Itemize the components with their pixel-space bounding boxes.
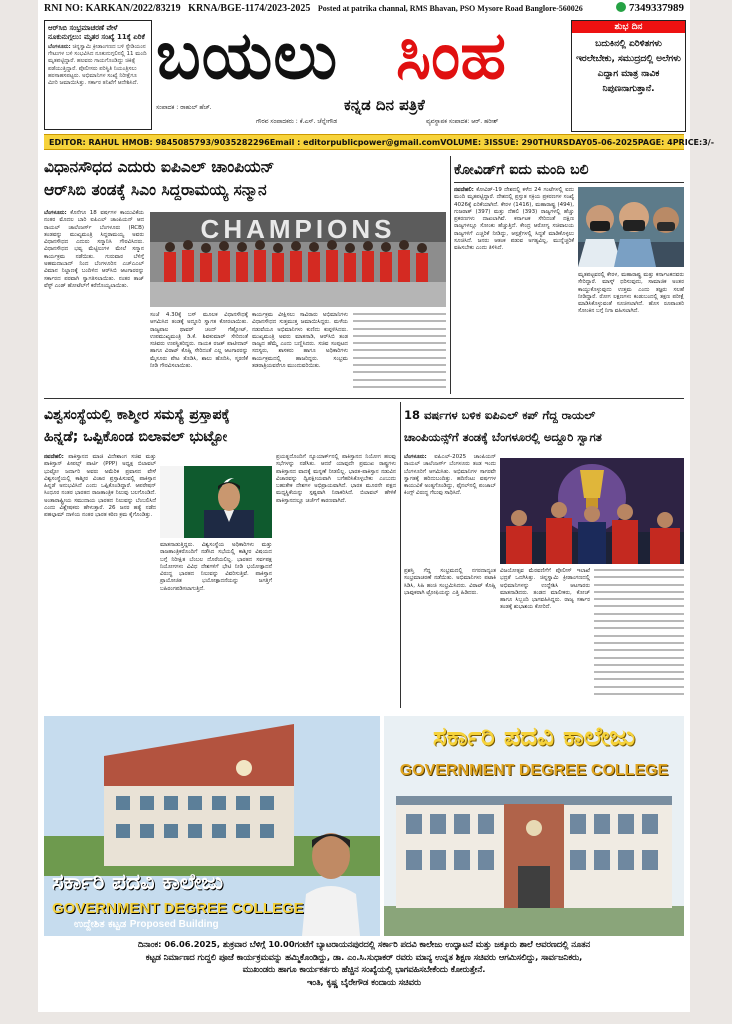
story1-column-3: ಕಾರ್ಯಕ್ರಮ ವೀಕ್ಷಿಸಲು ಸಾವಿರಾರು ಅಭಿಮಾನಿಗಳು ವಿಧಾನಸೌಧದ ಸುತ್ತಮುತ್ತ ಜಮಾಯಿಸಿದ್ದರು. ಮಳೆಯ ನಡುವೆಯೂ ಅಭಿಮಾನಿಗಳು ಕುಣಿದು ಕುಪ್ಪಳಿಸಿದರು. ಮುಖ್ಯಮಂತ್ರಿ ಅವರು ಮಾತನಾಡಿ, ಆರ್‌ಸಿಬಿ ತಂಡ ರಾಜ್ಯದ ಹೆಮ್ಮೆ ಎಂದು ಬಣ್ಣಿಸಿದರು. ಸಚಿವ ಸಂಪುಟದ ಸದಸ್ಯರು, ಶಾಸಕರು ಹಾಗೂ ಅಧಿಕಾರಿಗಳು ಕಾರ್ಯಕ್ರಮದಲ್ಲಿ ಹಾಜರಿದ್ದರು. ಸಂಭ್ರಮ ತಡರಾತ್ರಿಯವರೆಗೂ ಮುಂದುವರಿಯಿತು. [252, 312, 348, 370]
masthead [156, 16, 564, 125]
story1-headline-line1: ವಿಧಾನಸೌಧದ ಎದುರು ಐಪಿಎಲ್ ಚಾಂಪಿಯನ್ [44, 158, 275, 176]
notice-signature: ಇಂತಿ, ಕೃಷ್ಣ ಬೈರೇಗೌಡ ಕಂದಾಯ ಸಚಿವರು [307, 976, 421, 987]
newspaper-page [38, 0, 715, 1012]
trophy-celebration-illustration [500, 458, 684, 564]
story4-column-2: ಪ್ರಶಸ್ತಿ ಗೆದ್ದ ಸಂಭ್ರಮದಲ್ಲಿ ನಗರದಾದ್ಯಂತ ಸಂಭ್ರಮಾಚರಣೆ ನಡೆಯಿತು. ಅಭಿಮಾನಿಗಳು ಪಟಾಕಿ ಸಿಡಿಸಿ, ಸಿಹಿ ಹಂಚಿ ಸಂಭ್ರಮಿಸಿದರು. ವಿರಾಟ್ ಕೊಹ್ಲಿ ಭಾವುಕರಾಗಿ ಟ್ರೋಫಿಯನ್ನು ಎತ್ತಿ ಹಿಡಿದರು. [404, 568, 496, 596]
story2-headline: ಕೋವಿಡ್‌ಗೆ ಐದು ಮಂದಿ ಬಲಿ [454, 162, 589, 178]
story3-column-3: ಪ್ರಯತ್ನದೊಂದಿಗೆ ನ್ಯೂಯಾರ್ಕ್‌ನಲ್ಲಿ ಪಾಕಿಸ್ತಾನದ ನಿಯೋಗ ಹಲವು ಸಭೆಗಳನ್ನು ನಡೆಸಿತು. ಆದರೆ ಯಾವುದೇ ಪ್ರಮುಖ ರಾಷ್ಟ್ರಗಳು ಪಾಕಿಸ್ತಾನದ ವಾದಕ್ಕೆ ಮನ್ನಣೆ ನೀಡಲಿಲ್ಲ. ಭಾರತ-ಪಾಕಿಸ್ತಾನ ನಡುವಿನ ವಿಚಾರವನ್ನು ದ್ವಿಪಕ್ಷೀಯವಾಗಿ ಬಗೆಹರಿಸಿಕೊಳ್ಳಬೇಕು ಎಂಬುದು ಬಹುತೇಕ ದೇಶಗಳ ಅಭಿಪ್ರಾಯವಾಗಿದೆ. ಭಾರತ ಮೂರನೇ ಪಕ್ಷದ ಮಧ್ಯಸ್ಥಿಕೆಯನ್ನು ಸ್ಪಷ್ಟವಾಗಿ ನಿರಾಕರಿಸಿದೆ. ಬಿಲಾವಲ್ ಹೇಳಿಕೆ ಪಾಕಿಸ್ತಾನದಲ್ಲೂ ಚರ್ಚೆಗೆ ಕಾರಣವಾಗಿದೆ. [276, 454, 396, 504]
issue-day: THURSDAY [538, 137, 587, 147]
left-box-text: ಚಿನ್ನಸ್ವಾಮಿ ಕ್ರೀಡಾಂಗಣದ ಬಳಿ ಸ್ಟೇಡಿಯಂನ ಗೇಟುಗಳ ಬಳಿ ಸಂಭವಿಸಿದ ನೂಕುನುಗ್ಗಲಿನಲ್ಲಿ 11 ಮಂದಿ ಮೃತಪಟ್ಟಿದ್ದಾರೆ. ಹಲವರು ಗಾಯಗೊಂಡಿದ್ದು ಚಿಕಿತ್ಸೆ ಪಡೆಯುತ್ತಿದ್ದಾರೆ. ಪೊಲೀಸರು ಪರಿಸ್ಥಿತಿ ನಿಯಂತ್ರಿಸಲು ಹರಸಾಹಸಪಟ್ಟರು. ಅಭಿಮಾನಿಗಳ ಸಂಖ್ಯೆ ನಿರೀಕ್ಷೆಗೂ ಮೀರಿ ಜಮಾಯಿಸಿತ್ತು. ಸರ್ಕಾರ ತನಿಖೆಗೆ ಆದೇಶಿಸಿದೆ. [48, 44, 147, 87]
story2-place: ನವದೆಹಲಿ: [454, 187, 474, 193]
mobile-numbers: MOB: 9845085793/9035282296 [128, 137, 270, 147]
masked-people-illustration [578, 187, 684, 267]
event-notice [44, 938, 684, 998]
story1-headline-line2: ಆರ್‌ಸಿಬಿ ತಂಡಕ್ಕೆ ಸಿಎಂ ಸಿದ್ದರಾಮಯ್ಯ ಸನ್ಮಾನ [44, 181, 267, 199]
editor-credit: ಸಂಪಾದಕ : ರಾಹುಲ್ ಹೆಚ್. [156, 104, 212, 111]
notice-line-3: ಮುಖಂಡರು ಹಾಗೂ ಕಾರ್ಯಕರ್ತರು ಹೆಚ್ಚಿನ ಸಂಖ್ಯೆಯಲ್ಲಿ ಭಾಗವಹಿಸಬೇಕೆಂದು ಕೋರುತ್ತೇನೆ. [242, 964, 486, 974]
posting-info: Posted at patrika channal, RMS Bhavan, PSO Mysore Road Banglore-560026 [317, 4, 583, 13]
story3-headline-line2: ಹಿನ್ನಡೆ; ಒಪ್ಪಿಕೊಂಡ ಬಿಲಾವಲ್ ಭುಟ್ಟೋ [44, 429, 228, 445]
page-number: PAGE: 4 [637, 137, 673, 147]
story4-headline [404, 404, 686, 448]
story2-column-1 [454, 187, 574, 392]
story1-col1-text: ಕೊನೆಗೂ 18 ವರ್ಷಗಳ ಕಾಯುವಿಕೆಯ ನಂತರ ಮೊದಲ ಬಾರಿ ಐಪಿಎಲ್ ಚಾಂಪಿಯನ್ ಆದ ರಾಯಲ್ ಚಾಲೆಂಜರ್ಸ್ ಬೆಂಗಳೂರು (RCB) ತಂಡವನ್ನು ಮುಖ್ಯಮಂತ್ರಿ ಸಿದ್ದರಾಮಯ್ಯ ಅವರು ವಿಧಾನಸೌಧದ ಎದುರು ಸನ್ಮಾನಿಸಿ ಗೌರವಿಸಿದರು. ವಿಧಾನಸೌಧದ ಭವ್ಯ ಮೆಟ್ಟಿಲುಗಳ ಮೇಲೆ ಸನ್ಮಾನ ಕಾರ್ಯಕ್ರಮ ನಡೆಯಿತು. ಗುರುವಾರ ಬೆಳಿಗ್ಗೆ ಅಹಮದಾಬಾದ್ ನಿಂದ ಬೆಂಗಳೂರಿನ ಎಚ್‌ಎಎಲ್ ವಿಮಾನ ನಿಲ್ದಾಣಕ್ಕೆ ಬಂದಿಳಿದ ಆರ್‌ಸಿಬಿ ಆಟಗಾರರನ್ನು ಸರ್ಕಾರದ ಪರವಾಗಿ ಸ್ವಾಗತಿಸಲಾಯಿತು. ನಂತರ ತಾಜ್ ವೆಸ್ಟ್ ಎಂಡ್ ಹೋಟೆಲ್‌ಗೆ ಕರೆದೊಯ್ಯಲಾಯಿತು. [44, 210, 144, 289]
krna-number: KRNA/BGE-1174/2023-2025 [188, 3, 311, 14]
masthead-word-1: ಬಯಲು [156, 17, 339, 94]
story4-col1-text: ಐಪಿಎಲ್-2025 ಚಾಂಪಿಯನ್ ರಾಯಲ್ ಚಾಲೆಂಜರ್ಸ್ ಬೆಂಗಳೂರು ತಂಡ ಇಂದು ಬೆಂಗಳೂರಿಗೆ ಆಗಮಿಸಿತು. ಅಭಿಮಾನಿಗಳ ಸಾಗರವೇ ಸ್ವಾಗತಕ್ಕೆ ಹರಿದುಬಂದಿತ್ತು. ಹದಿನೆಂಟು ವರ್ಷಗಳ ಕಾಯುವಿಕೆ ಅಂತ್ಯಗೊಂಡಿದ್ದು, ಫೈನಲ್‌ನಲ್ಲಿ ಪಂಜಾಬ್ ಕಿಂಗ್ಸ್ ವಿರುದ್ಧ ಗೆಲುವು ಸಾಧಿಸಿದೆ. [404, 454, 496, 497]
email-address: Email : editorpublicpower@gmail.com [269, 137, 441, 147]
ipl-trophy-photo [500, 458, 684, 564]
masthead-word-2: ಸಿಂಹ [396, 17, 507, 94]
story4-column-3: ವಿಜಯೋತ್ಸವ ಮೆರವಣಿಗೆಗೆ ಪೊಲೀಸ್ ಇಲಾಖೆ ಭದ್ರತೆ ಒದಗಿಸಿತ್ತು. ಚಿನ್ನಸ್ವಾಮಿ ಕ್ರೀಡಾಂಗಣದಲ್ಲಿ ಅಭಿಮಾನಿಗಳನ್ನು ಉದ್ದೇಶಿಸಿ ಆಟಗಾರರು ಮಾತನಾಡಿದರು. ತಂಡದ ಮಾಲೀಕರು, ಕೋಚ್ ಹಾಗೂ ಸಿಬ್ಬಂದಿ ಭಾಗವಹಿಸಿದ್ದರು. ರಾಜ್ಯ ಸರ್ಕಾರ ತಂಡಕ್ಕೆ ಶುಭಾಶಯ ಕೋರಿದೆ. [500, 568, 590, 611]
issue-number: ISSUE: 290 [489, 137, 539, 147]
story4-column-4 [594, 569, 684, 705]
ad-left-caption [74, 919, 219, 930]
section-divider [44, 398, 684, 399]
notice-line-2: ಕಟ್ಟಡ ನಿರ್ಮಾಣದ ಗುದ್ದಲಿ ಪೂಜೆ ಕಾರ್ಯಕ್ರಮವನ್ನು ಹಮ್ಮಿಕೊಂಡಿದ್ದು, ಡಾ. ಎಂ.ಸಿ.ಸುಧಾಕರ್ ರವರು ಮಾನ್ಯ ಉನ್ನತ ಶಿಕ್ಷಣ ಸಚಿವರು ಆಗಮಿಸಲಿದ್ದು, ಸಾರ್ವಜನಿಕರು, [145, 951, 583, 962]
covid-masks-photo [578, 187, 684, 267]
left-news-box [44, 20, 152, 130]
story3-col1-text: ಪಾಕಿಸ್ತಾನದ ಮಾಜಿ ವಿದೇಶಾಂಗ ಸಚಿವ ಮತ್ತು ಪಾಕಿಸ್ತಾನ್ ಪೀಪಲ್ಸ್ ಪಾರ್ಟಿ (PPP) ಅಧ್ಯಕ್ಷ ಬಿಲಾವಲ್ ಭುಟ್ಟೋ ಜರ್ದಾರಿ ಅವರು ಅಮೆರಿಕ ಪ್ರವಾಸದ ವೇಳೆ ವಿಶ್ವಸಂಸ್ಥೆಯಲ್ಲಿ ಕಾಶ್ಮೀರ ವಿಚಾರ ಪ್ರಸ್ತಾಪಿಸುವಲ್ಲಿ ಪಾಕಿಸ್ತಾನ ಹಿನ್ನಡೆ ಅನುಭವಿಸಿದೆ ಎಂದು ಒಪ್ಪಿಕೊಂಡಿದ್ದಾರೆ. ಆಪರೇಷನ್ ಸಿಂಧೂರ ನಂತರ ಭಾರತದ ರಾಜತಾಂತ್ರಿಕ ನಿಲುವು ಬಲಗೊಂಡಿದೆ. ಅಂತಾರಾಷ್ಟ್ರೀಯ ಸಮುದಾಯ ಭಾರತದ ನಿಲುವನ್ನು ಬೆಂಬಲಿಸಿದೆ ಎಂದು ವಿಶ್ಲೇಷಕರು ಹೇಳುತ್ತಾರೆ. 26 ಜನರ ಹತ್ಯೆ ನಡೆದ ಪಹಲ್ಗಾಮ್ ದಾಳಿಯ ನಂತರ ಭಾರತ ಕಠಿಣ ಕ್ರಮ ಕೈಗೊಂಡಿತ್ತು. [44, 454, 156, 519]
story1-column-4 [353, 313, 446, 391]
story2-rule [454, 182, 684, 183]
left-box-title: ಆರ್‌ಸಿಬಿ ಸಂಭ್ರಮಾಚರಣೆ ವೇಳೆ ನೂಕುನುಗ್ಗಲು: ಮೃತರ ಸಂಖ್ಯೆ 11ಕ್ಕೆ ಏರಿಕೆ [48, 24, 145, 41]
whatsapp-number: 7349337989 [629, 2, 684, 14]
quote-box-text: ಬದುಕಿನಲ್ಲಿ ಏರಿಳಿತಗಳು ಇರಲೇಬೇಕು, ಸಮುದ್ರದಲ್ಲಿ ಅಲೆಗಳು ಎದ್ದಾಗ ಮಾತ್ರ ನಾವಿಕ ನಿಪುಣನಾಗುತ್ತಾನೆ. [576, 39, 681, 94]
whatsapp-contact [616, 2, 684, 14]
honorary-editor-credit: ಗೌರವ ಸಂಪಾದಕರು : ಕೆ.ಎಸ್. ಚೆನ್ನೇಗೌಡ [256, 118, 338, 125]
masthead-subtitle: ಕನ್ನಡ ದಿನ ಪತ್ರಿಕೆ [344, 96, 425, 114]
story3-place: ನವದೆಹಲಿ: [44, 454, 64, 460]
ad-left-english-title: GOVERNMENT DEGREE COLLEGE [52, 900, 304, 917]
rni-number: RNI NO: KARKAN/2022/83219 [44, 3, 181, 14]
editor-name: EDITOR: RAHUL H [49, 137, 129, 147]
quote-box [571, 20, 686, 132]
ad-left-kannada-title: ಸರ್ಕಾರಿ ಪದವಿ ಕಾಲೇಜು [52, 870, 224, 895]
price: PRICE:3/- [672, 137, 715, 147]
story4-headline-line1: 18 ವರ್ಷಗಳ ಬಳಿಕ ಐಪಿಎಲ್ ಕಪ್ ಗೆದ್ದ ರಾಯಲ್ [404, 408, 596, 422]
managing-editor-credit: ವ್ಯವಸ್ಥಾಪಕ ಸಂಪಾದಕ: ಆರ್. ಹರೀಶ್ [426, 118, 499, 125]
story1-headline [44, 156, 446, 202]
story4-place: ಬೆಂಗಳೂರು: [404, 454, 427, 460]
story4-headline-line2: ಚಾಂಪಿಯನ್ಸ್‌ಗೆ ತಂಡಕ್ಕೆ ಬೆಂಗಳೂರಲ್ಲಿ ಅದ್ದೂರಿ ಸ್ವಾಗತ [404, 430, 602, 444]
issue-date: 05-06-2025 [586, 137, 638, 147]
registration-strip [44, 3, 684, 17]
college-ad-left [44, 716, 380, 936]
politician-portrait-illustration [160, 466, 272, 538]
column-divider [450, 156, 451, 394]
story2-column-2: ಮೃತಪಟ್ಟವರಲ್ಲಿ ಕೇರಳ, ಮಹಾರಾಷ್ಟ್ರ ಮತ್ತು ಕರ್ನಾಟಕದವರು ಸೇರಿದ್ದಾರೆ. ಮಾಸ್ಕ್ ಧರಿಸುವುದು, ಸಾಮಾಜಿಕ ಅಂತರ ಕಾಯ್ದುಕೊಳ್ಳುವುದು ಉತ್ತಮ ಎಂದು ತಜ್ಞರು ಸಲಹೆ ನೀಡಿದ್ದಾರೆ. ರೋಗ ಲಕ್ಷಣಗಳು ಕಂಡುಬಂದಲ್ಲಿ ತಕ್ಷಣ ಪರೀಕ್ಷೆ ಮಾಡಿಸಿಕೊಳ್ಳುವಂತೆ ಸೂಚಿಸಲಾಗಿದೆ. ಹೊಸ ರೂಪಾಂತರಿ ಸೋಂಕಿನ ಬಗ್ಗೆ ನಿಗಾ ವಹಿಸಲಾಗಿದೆ. [578, 272, 684, 315]
ad-right-english-title: GOVERNMENT DEGREE COLLEGE [399, 762, 669, 779]
college-ad-right [384, 716, 684, 936]
ad-right-kannada-title: ಸರ್ಕಾರಿ ಪದವಿ ಕಾಲೇಜು [432, 722, 636, 752]
volume-number: VOLUME: 3 [440, 137, 490, 147]
story3-headline [44, 404, 396, 448]
story1-column-2: ಸಂಜೆ 4.30ಕ್ಕೆ ಬಸ್ ಮೂಲಕ ವಿಧಾನಸೌಧಕ್ಕೆ ಆಗಮಿಸಿದ ತಂಡಕ್ಕೆ ಅದ್ದೂರಿ ಸ್ವಾಗತ ಕೋರಲಾಯಿತು. ರಾಜ್ಯಪಾಲ ಥಾವರ್ ಚಂದ್ ಗೆಹ್ಲೋಟ್, ಉಪಮುಖ್ಯಮಂತ್ರಿ ಡಿ.ಕೆ. ಶಿವಕುಮಾರ್ ಸೇರಿದಂತೆ ಸಚಿವರು ಉಪಸ್ಥಿತರಿದ್ದರು. ನಾಯಕ ರಜತ್ ಪಾಟೀದಾರ್ ಹಾಗೂ ವಿರಾಟ್ ಕೊಹ್ಲಿ ಸೇರಿದಂತೆ ಎಲ್ಲ ಆಟಗಾರರನ್ನು ಮೈಸೂರು ಪೇಟ ತೊಡಿಸಿ, ಶಾಲು ಹೊದಿಸಿ, ಸ್ಮರಣಿಕೆ ನೀಡಿ ಗೌರವಿಸಲಾಯಿತು. [150, 312, 248, 370]
bilawal-bhutto-photo [160, 466, 272, 538]
story3-column-2: ಮಾತನಾಡುತ್ತಿದ್ದರು. ವಿಶ್ವಸಂಸ್ಥೆಯ ಅಧಿಕಾರಿಗಳು ಮತ್ತು ರಾಜತಾಂತ್ರಿಕರೊಂದಿಗೆ ನಡೆಸಿದ ಸಭೆಯಲ್ಲಿ ಕಾಶ್ಮೀರ ವಿಷಯದ ಬಗ್ಗೆ ನಿರೀಕ್ಷಿತ ಬೆಂಬಲ ದೊರೆಯಲಿಲ್ಲ. ಭಾರತದ ಸರ್ವಪಕ್ಷ ನಿಯೋಗಗಳು ವಿವಿಧ ದೇಶಗಳಿಗೆ ಭೇಟಿ ನೀಡಿ ಭಯೋತ್ಪಾದನೆ ವಿರುದ್ಧ ಭಾರತದ ನಿಲುವನ್ನು ವಿವರಿಸುತ್ತಿವೆ. ಪಾಕಿಸ್ತಾನ ಪ್ರಾಯೋಜಿತ ಭಯೋತ್ಪಾದನೆಯನ್ನು ಜಗತ್ತಿಗೆ ಬಹಿರಂಗಪಡಿಸಲಾಗುತ್ತಿದೆ. [160, 542, 272, 592]
notice-line-1: ದಿನಾಂಕ: 06.06.2025, ಶುಕ್ರವಾರ ಬೆಳಿಗ್ಗೆ 10.00ಗಂಟೆಗೆ ಬ್ಯಾಟರಾಯನಪುರದಲ್ಲಿ ಸರ್ಕಾರಿ ಪದವಿ ಕಾಲೇಜು ಉದ್ಘಾಟನೆ ಮತ್ತು ಜಕ್ಕೂರು ಶಾಲೆ ಆವರಣದಲ್ಲಿ ನೂತನ [137, 939, 591, 949]
ad-left-caption-english: Proposed Building [129, 919, 219, 930]
story4-column-1 [404, 454, 496, 564]
story3-headline-line1: ವಿಶ್ವಸಂಸ್ಥೆಯಲ್ಲಿ ಕಾಶ್ಮೀರ ಸಮಸ್ಯೆ ಪ್ರಸ್ತಾಪಕ್ಕೆ [44, 407, 230, 423]
issue-info-bar [44, 134, 715, 150]
ad-left-caption-kannada: ಉದ್ದೇಶಿತ ಕಟ್ಟಡ [74, 919, 127, 930]
story3-column-1 [44, 454, 156, 704]
story1-place: ಬೆಂಗಳೂರು: [44, 210, 67, 216]
whatsapp-icon [616, 2, 626, 12]
story1-column-1 [44, 210, 144, 390]
photo-banner-text: CHAMPIONS [200, 214, 396, 244]
column-divider-2 [400, 402, 401, 708]
story2-col1-text: ಕೋವಿಡ್-19 ದೇಶದಲ್ಲಿ ಕಳೆದ 24 ಗಂಟೆಗಳಲ್ಲಿ ಐದು ಮಂದಿ ಮೃತಪಟ್ಟಿದ್ದಾರೆ. ದೇಶದಲ್ಲಿ ಪ್ರಸ್ತುತ ಸಕ್ರಿಯ ಪ್ರಕರಣಗಳ ಸಂಖ್ಯೆ 4026ಕ್ಕೆ ಏರಿಕೆಯಾಗಿದೆ. ಕೇರಳ (1416), ಮಹಾರಾಷ್ಟ್ರ (494), ಗುಜರಾತ್ (397) ಮತ್ತು ದೆಹಲಿ (393) ರಾಜ್ಯಗಳಲ್ಲಿ ಹೆಚ್ಚು ಪ್ರಕರಣಗಳು ದಾಖಲಾಗಿವೆ. ಕರ್ನಾಟಕ ಸೇರಿದಂತೆ ದಕ್ಷಿಣ ರಾಜ್ಯಗಳಲ್ಲೂ ಸೋಂಕು ಹೆಚ್ಚುತ್ತಿದೆ. ಕೇಂದ್ರ ಆರೋಗ್ಯ ಸಚಿವಾಲಯ ರಾಜ್ಯಗಳಿಗೆ ಎಚ್ಚರಿಕೆ ನೀಡಿದ್ದು, ಆಸ್ಪತ್ರೆಗಳಲ್ಲಿ ಸಿದ್ಧತೆ ಮಾಡಿಕೊಳ್ಳಲು ಸೂಚಿಸಿದೆ. ಜನರು ಆತಂಕ ಪಡುವ ಅಗತ್ಯವಿಲ್ಲ, ಮುನ್ನೆಚ್ಚರಿಕೆ ವಹಿಸಬೇಕು ಎಂದು ತಿಳಿಸಿದೆ. [454, 187, 574, 252]
quote-box-title: ಶುಭ ದಿನ [572, 21, 685, 33]
left-box-place: ಬೆಂಗಳೂರು: [48, 44, 71, 50]
rcb-champions-photo [150, 212, 446, 307]
